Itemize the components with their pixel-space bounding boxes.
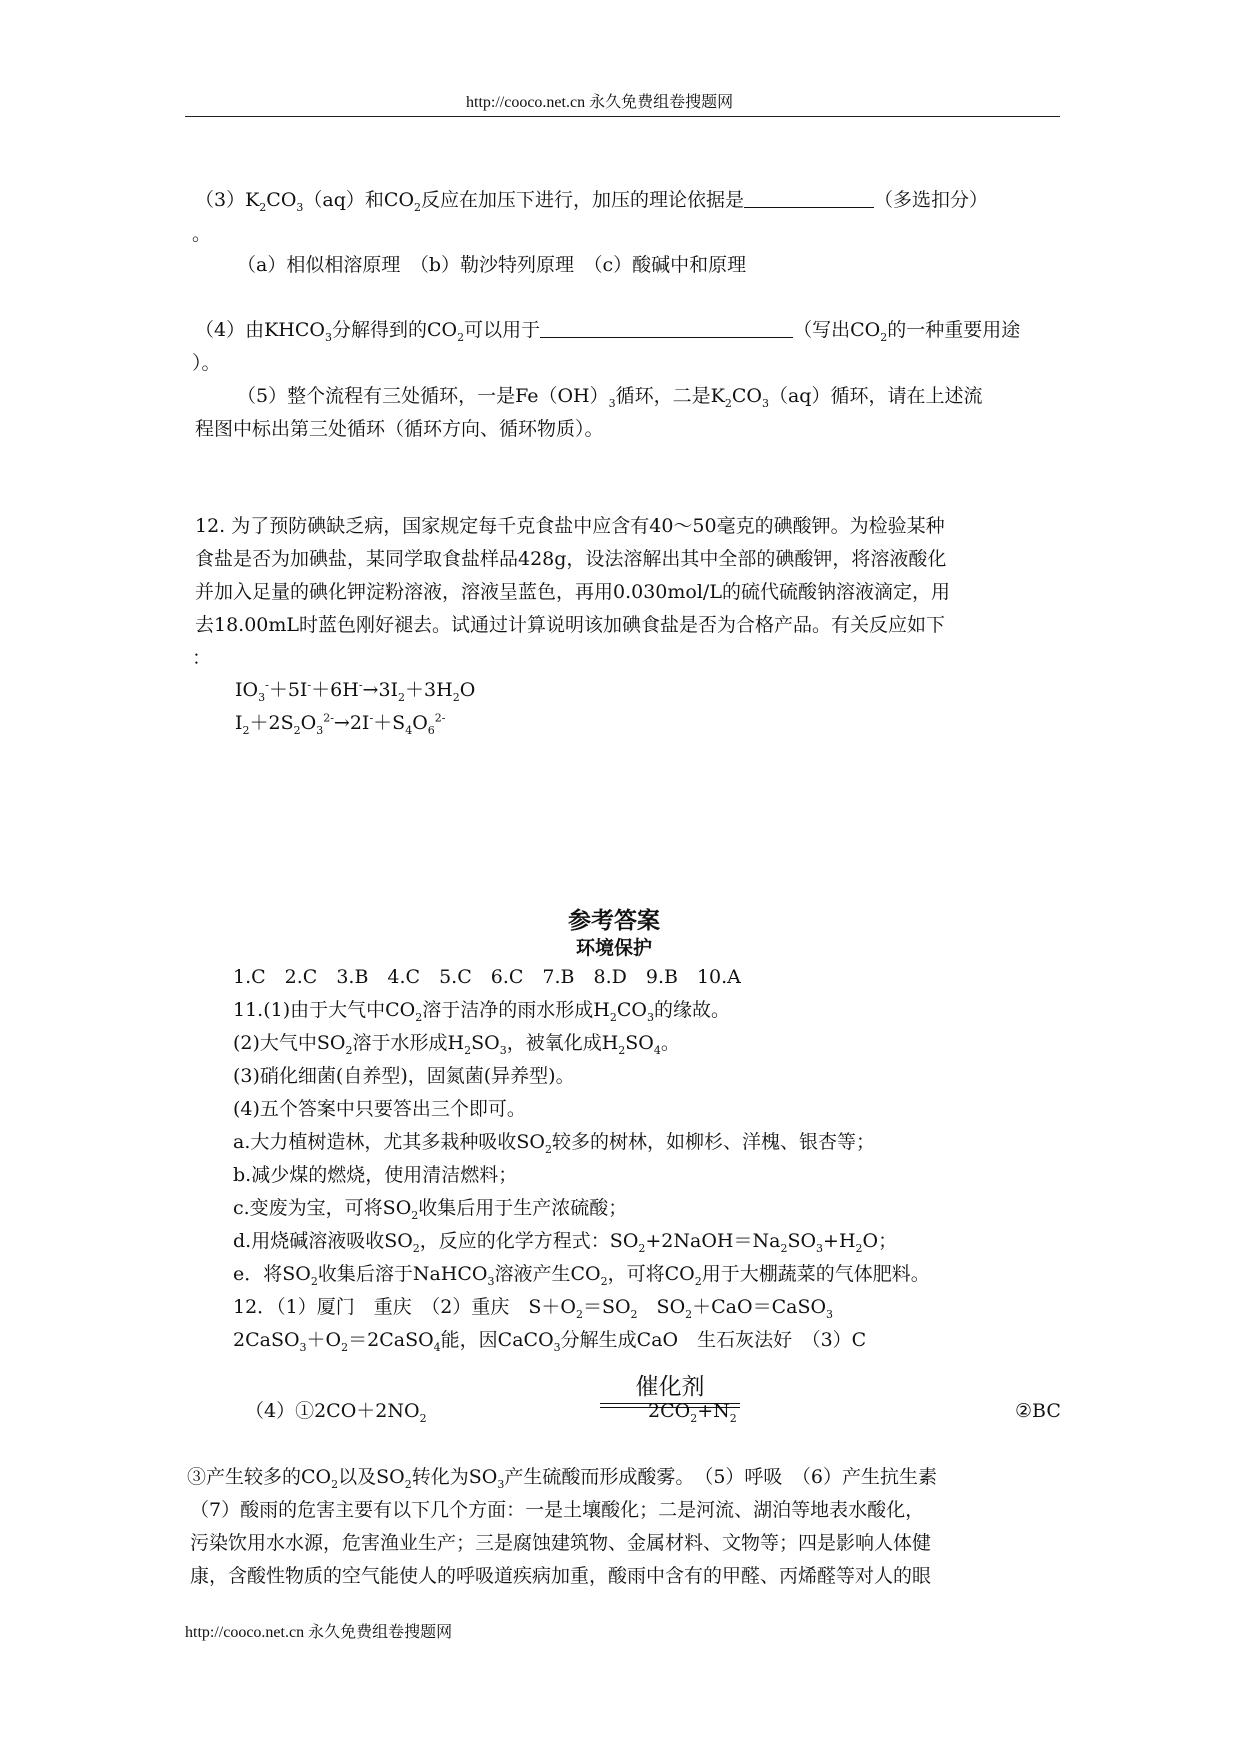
header-rule: [185, 116, 1060, 117]
answer-11-a: a.大力植树造林，尤其多栽种吸收$SO_2$较多的树林，如柳杉、洋槐、银杏等；: [233, 1131, 875, 1156]
answer-11-b: b.减少煤的燃烧，使用清洁燃料；: [233, 1164, 518, 1186]
answer-12-7-line: 污染饮用水水源，危害渔业生产；三是腐蚀建筑物、金属材料、文物等；四是影响人体健: [190, 1532, 932, 1554]
answer-11-2: (2)大气中$SO_2$溶于水形成$H_2SO_3$，被氧化成$H_2SO_4$。: [233, 1032, 680, 1057]
q12-equation-2: $I_2+2S_2O_3^{2-}\to 2I^-+S_4O_6^{2-}$: [235, 711, 446, 737]
answers-subtitle: 环境保护: [576, 937, 653, 959]
q12-equation-1: $IO_3^-+5I^-+6H^-\to 3I_2+3H_2O$: [235, 678, 476, 704]
answer-12-7-line: 康，含酸性物质的空气能使人的呼吸道疾病加重，酸雨中含有的甲醛、丙烯醛等对人的眼: [190, 1565, 932, 1587]
q11-part3: $(3)K_2CO_3(aq)$和$CO_2$反应在加压下进行，加压的理论依据是 （多选扣分）: [195, 189, 989, 214]
q12-line: 去18.00mL时蓝色刚好褪去。试通过计算说明该加碘食盐是否为合格产品。有关反应如下: [195, 614, 946, 636]
answer-mc: 1.C 2.C 3.B 4.C 5.C 6.C 7.B 8.D 9.B 10.A: [233, 966, 741, 988]
catalyst-label: 催化剂: [635, 1374, 705, 1400]
answer-blank[interactable]: [744, 189, 874, 208]
q11-part5-cont: 程图中标出第三处循环（循环方向、循环物质）。: [195, 418, 604, 440]
q11-part3-options: （a）相似相溶原理 （b）勒沙特列原理 （c）酸碱中和原理: [237, 254, 747, 276]
answer-12-2: $2CaSO_3+O_2=2CaSO_4$能，因CaCO$_3$分解生成CaO 生石灰法好 （3）C: [233, 1329, 867, 1354]
q12-line: 并加入足量的碘化钾淀粉溶液，溶液呈蓝色，再用0.030mol/L的硫代硫酸钠溶液滴定，用: [195, 581, 950, 603]
q12-line: 食盐是否为加碘盐，某同学取食盐样品428g，设法溶解出其中全部的碘酸钾，将溶液酸化: [195, 548, 947, 570]
page-header: http://cooco.net.cn 永久免费组卷搜题网: [466, 94, 734, 111]
answer-11-4: (4)五个答案中只要答出三个即可。: [233, 1098, 526, 1120]
page-footer: http://cooco.net.cn 永久免费组卷搜题网: [185, 1624, 453, 1641]
q11-part4-end: ）。: [192, 352, 221, 374]
answer-11-c: c.变废为宝，可将$SO_2$收集后用于生产浓硫酸；: [233, 1197, 628, 1222]
q11-part4: （4）由$KHCO_3$分解得到的$CO_2$可以用于 （写出$CO_2$的一种重要用途: [195, 319, 1021, 344]
answer-11-d: d.用烧碱溶液吸收$SO_2$，反应的化学方程式：$SO_2+2NaOH=Na_2SO_3+H_2O$；: [233, 1230, 898, 1255]
answer-11-3: (3)硝化细菌(自养型)，固氮菌(异养型)。: [233, 1065, 575, 1087]
q11-part3-end: 。: [192, 223, 212, 245]
answer-12-4-end: ②BC: [1015, 1400, 1061, 1422]
answer-12-4-right: $2CO_2+N_2$: [648, 1400, 737, 1425]
answer-12-4-left: $(4)①2CO+2NO_2$: [245, 1400, 427, 1425]
answer-12-5: ③产生较多的$CO_2$以及$SO_2$转化为$SO_3$产生硫酸而形成酸雾。 （5）呼吸 （6）产生抗生素: [187, 1466, 937, 1491]
answer-blank[interactable]: [540, 319, 793, 338]
answer-12-7-line: （7）酸雨的危害主要有以下几个方面：一是土壤酸化；二是河流、湖泊等地表水酸化，: [190, 1499, 925, 1521]
answer-11-1: 11.(1)由于大气中$CO_2$溶于洁净的雨水形成$H_2CO_3$的缘故。: [233, 999, 730, 1024]
q11-part5: （5）整个流程有三处循环，一是$Fe(OH)_3$循环，二是$K_2CO_3(aq)$循环，请在上述流: [237, 385, 983, 410]
answer-12-1: 12．（1）厦门 重庆 （2）重庆 $S+O_2=SO_2$ $SO_2+CaO=CaSO_3$: [233, 1296, 834, 1321]
q12-line: 12. 为了预防碘缺乏病，国家规定每千克食盐中应含有40～50毫克的碘酸钾。为检验某种: [195, 515, 945, 537]
answer-11-e: e．将$SO_2$收集后溶于NaHCO$_3$溶液产生$CO_2$，可将$CO_2$用于大棚蔬菜的气体肥料。: [233, 1263, 930, 1288]
q12-line: ：: [192, 647, 212, 669]
answers-title: 参考答案: [568, 908, 660, 934]
